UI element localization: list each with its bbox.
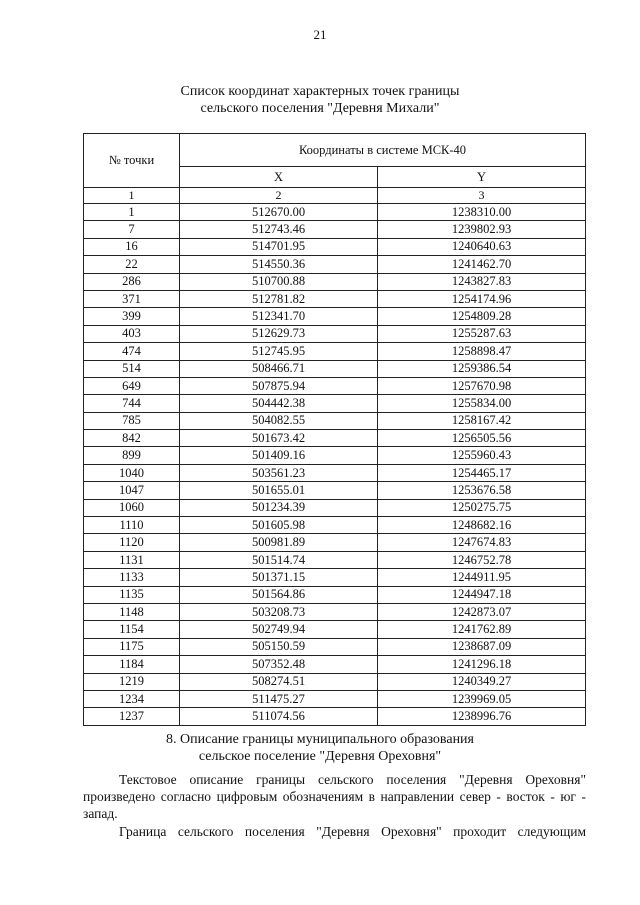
y-coordinate-cell: 1244947.18 <box>378 586 586 603</box>
x-coordinate-cell: 505150.59 <box>180 638 378 655</box>
y-coordinate-cell: 1254809.28 <box>378 308 586 325</box>
x-coordinate-cell: 501371.15 <box>180 569 378 586</box>
table-row <box>84 360 586 377</box>
point-number-cell: 1234 <box>84 690 180 707</box>
x-coordinate-cell: 512670.00 <box>180 204 378 221</box>
table-row <box>84 586 586 603</box>
y-coordinate-cell: 1240640.63 <box>378 238 586 255</box>
point-number-cell: 1175 <box>84 638 180 655</box>
y-coordinate-cell: 1255960.43 <box>378 447 586 464</box>
coordinates-table <box>83 133 586 726</box>
table-row <box>84 673 586 690</box>
x-coordinate-cell: 514701.95 <box>180 238 378 255</box>
point-number-cell: 649 <box>84 377 180 394</box>
point-number-cell: 1060 <box>84 499 180 516</box>
column-index-1: 1 <box>84 188 180 204</box>
x-coordinate-cell: 503561.23 <box>180 464 378 481</box>
point-number-cell: 16 <box>84 238 180 255</box>
y-coordinate-cell: 1239802.93 <box>378 221 586 238</box>
paragraph-boundary: Граница сельского поселения "Деревня Ореховня" проходит следующим <box>119 824 586 839</box>
x-coordinate-cell: 507352.48 <box>180 656 378 673</box>
table-row <box>84 656 586 673</box>
y-coordinate-cell: 1238996.76 <box>378 708 586 725</box>
y-coordinate-cell: 1240349.27 <box>378 673 586 690</box>
x-coordinate-cell: 510700.88 <box>180 273 378 290</box>
x-coordinate-cell: 514550.36 <box>180 256 378 273</box>
y-coordinate-cell: 1257670.98 <box>378 377 586 394</box>
y-coordinate-cell: 1258898.47 <box>378 343 586 360</box>
section-heading <box>0 731 640 765</box>
x-coordinate-cell: 501605.98 <box>180 517 378 534</box>
point-number-cell: 1120 <box>84 534 180 551</box>
table-row <box>84 708 586 725</box>
y-coordinate-cell: 1244911.95 <box>378 569 586 586</box>
point-number-cell: 399 <box>84 308 180 325</box>
y-coordinate-cell: 1259386.54 <box>378 360 586 377</box>
table-row <box>84 517 586 534</box>
table-row <box>84 430 586 447</box>
table-row <box>84 638 586 655</box>
point-number-cell: 785 <box>84 412 180 429</box>
point-number-cell: 1135 <box>84 586 180 603</box>
y-coordinate-cell: 1238310.00 <box>378 204 586 221</box>
point-number-cell: 1148 <box>84 603 180 620</box>
x-coordinate-cell: 501655.01 <box>180 482 378 499</box>
table-row <box>84 238 586 255</box>
y-coordinate-cell: 1256505.56 <box>378 430 586 447</box>
x-coordinate-cell: 501409.16 <box>180 447 378 464</box>
x-coordinate-cell: 500981.89 <box>180 534 378 551</box>
y-coordinate-cell: 1246752.78 <box>378 551 586 568</box>
table-row <box>84 308 586 325</box>
x-coordinate-cell: 504082.55 <box>180 412 378 429</box>
y-coordinate-cell: 1241462.70 <box>378 256 586 273</box>
paragraph-description: Текстовое описание границы сельского поселения "Деревня Ореховня" произведено согласно цифровым обозначениям в направлении север - восток - юг - запад. <box>83 772 586 821</box>
table-row <box>84 603 586 620</box>
point-number-cell: 474 <box>84 343 180 360</box>
x-coordinate-cell: 501564.86 <box>180 586 378 603</box>
y-coordinate-cell: 1243827.83 <box>378 273 586 290</box>
point-number-cell: 22 <box>84 256 180 273</box>
x-coordinate-cell: 502749.94 <box>180 621 378 638</box>
column-index-2: 2 <box>180 188 378 204</box>
table-title-line-2: сельского поселения "Деревня Михали" <box>200 101 440 116</box>
x-coordinate-cell: 501673.42 <box>180 430 378 447</box>
table-title-line-1: Список координат характерных точек границы <box>180 84 460 99</box>
table-row <box>84 690 586 707</box>
y-coordinate-cell: 1242873.07 <box>378 603 586 620</box>
header-coordinate-system: Координаты в системе МСК-40 <box>180 134 586 167</box>
x-coordinate-cell: 504442.38 <box>180 395 378 412</box>
table-row <box>84 464 586 481</box>
y-coordinate-cell: 1254465.17 <box>378 464 586 481</box>
table-row <box>84 534 586 551</box>
point-number-cell: 286 <box>84 273 180 290</box>
table-title <box>0 83 640 117</box>
point-number-cell: 1131 <box>84 551 180 568</box>
point-number-cell: 1219 <box>84 673 180 690</box>
point-number-cell: 403 <box>84 325 180 342</box>
x-coordinate-cell: 508274.51 <box>180 673 378 690</box>
y-coordinate-cell: 1241296.18 <box>378 656 586 673</box>
table-row <box>84 569 586 586</box>
point-number-cell: 744 <box>84 395 180 412</box>
table-row <box>84 499 586 516</box>
x-coordinate-cell: 512629.73 <box>180 325 378 342</box>
x-coordinate-cell: 511475.27 <box>180 690 378 707</box>
page-number: 21 <box>313 27 327 42</box>
header-y: Y <box>378 167 586 188</box>
point-number-cell: 1 <box>84 204 180 221</box>
point-number-cell: 899 <box>84 447 180 464</box>
table-row <box>84 482 586 499</box>
table-row <box>84 221 586 238</box>
point-number-cell: 842 <box>84 430 180 447</box>
y-coordinate-cell: 1238687.09 <box>378 638 586 655</box>
section-heading-line-1: 8. Описание границы муниципального образования <box>166 732 474 747</box>
x-coordinate-cell: 512781.82 <box>180 290 378 307</box>
x-coordinate-cell: 501234.39 <box>180 499 378 516</box>
y-coordinate-cell: 1254174.96 <box>378 290 586 307</box>
header-point-number: № точки <box>84 134 180 188</box>
section-heading-line-2: сельское поселение "Деревня Ореховня" <box>198 749 442 764</box>
y-coordinate-cell: 1253676.58 <box>378 482 586 499</box>
y-coordinate-cell: 1248682.16 <box>378 517 586 534</box>
point-number-cell: 1133 <box>84 569 180 586</box>
point-number-cell: 514 <box>84 360 180 377</box>
x-coordinate-cell: 501514.74 <box>180 551 378 568</box>
y-coordinate-cell: 1255834.00 <box>378 395 586 412</box>
y-coordinate-cell: 1247674.83 <box>378 534 586 551</box>
y-coordinate-cell: 1241762.89 <box>378 621 586 638</box>
x-coordinate-cell: 512745.95 <box>180 343 378 360</box>
point-number-cell: 1047 <box>84 482 180 499</box>
y-coordinate-cell: 1250275.75 <box>378 499 586 516</box>
table-row <box>84 290 586 307</box>
table-row <box>84 343 586 360</box>
table-row <box>84 256 586 273</box>
x-coordinate-cell: 508466.71 <box>180 360 378 377</box>
point-number-cell: 7 <box>84 221 180 238</box>
point-number-cell: 1237 <box>84 708 180 725</box>
table-row <box>84 551 586 568</box>
table-row <box>84 377 586 394</box>
y-coordinate-cell: 1255287.63 <box>378 325 586 342</box>
x-coordinate-cell: 507875.94 <box>180 377 378 394</box>
table-row <box>84 273 586 290</box>
point-number-cell: 1040 <box>84 464 180 481</box>
table-row <box>84 412 586 429</box>
header-x: X <box>180 167 378 188</box>
point-number-cell: 371 <box>84 290 180 307</box>
x-coordinate-cell: 512341.70 <box>180 308 378 325</box>
point-number-cell: 1184 <box>84 656 180 673</box>
table-row <box>84 204 586 221</box>
x-coordinate-cell: 511074.56 <box>180 708 378 725</box>
x-coordinate-cell: 512743.46 <box>180 221 378 238</box>
y-coordinate-cell: 1239969.05 <box>378 690 586 707</box>
table-row <box>84 621 586 638</box>
table-row <box>84 325 586 342</box>
table-row <box>84 447 586 464</box>
x-coordinate-cell: 503208.73 <box>180 603 378 620</box>
point-number-cell: 1110 <box>84 517 180 534</box>
y-coordinate-cell: 1258167.42 <box>378 412 586 429</box>
column-index-3: 3 <box>378 188 586 204</box>
table-row <box>84 395 586 412</box>
point-number-cell: 1154 <box>84 621 180 638</box>
